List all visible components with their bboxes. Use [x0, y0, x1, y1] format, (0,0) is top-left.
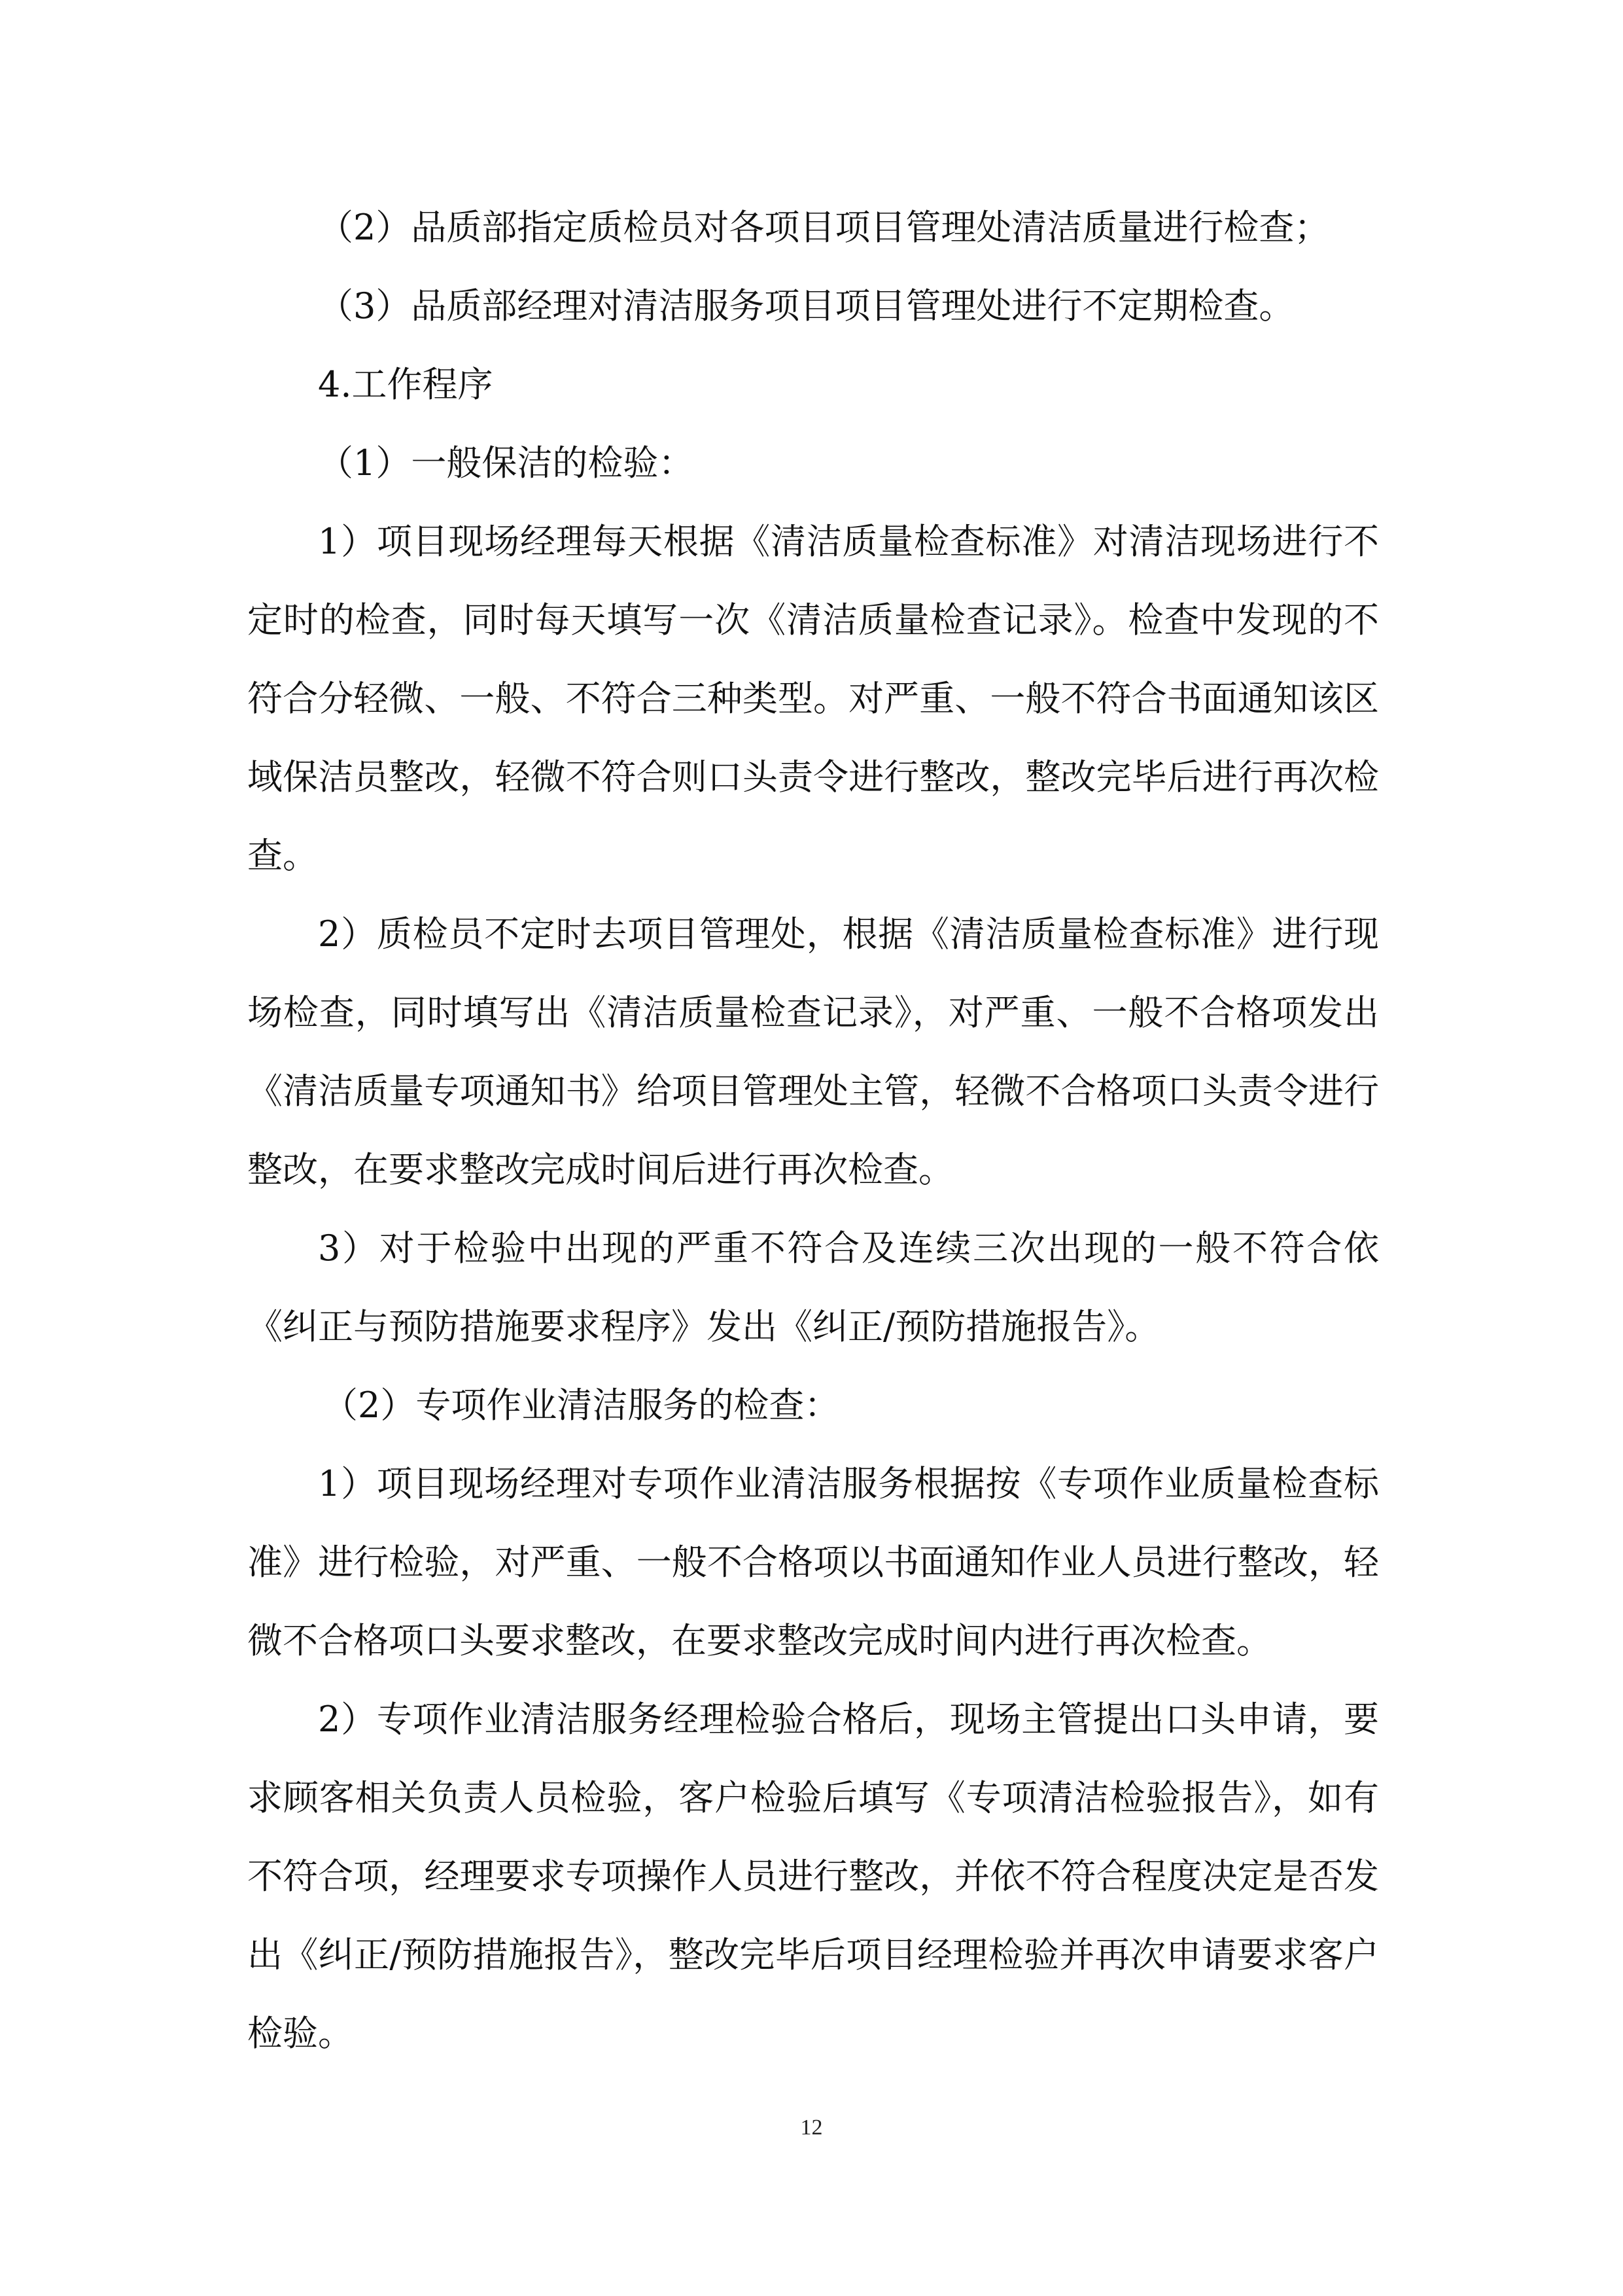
paragraph-2-quality-inspector: （2）品质部指定质检员对各项目项目管理处清洁质量进行检查；	[318, 207, 1330, 248]
paragraph-inspector-site-check: 2）质检员不定时去项目管理处，根据《清洁质量检查标准》进行现场检查，同时填写出《清洁质量检查记录》，对严重、一般不合格项发出《清洁质量专项通知书》给项目管理处主管，轻微不合格项口头责令进行整改，在要求整改完成时间后进行再次检查。	[247, 913, 1379, 1190]
subheading-general-cleaning-inspection: （1）一般保洁的检验：	[318, 442, 694, 484]
section-heading-work-procedure: 4.工作程序	[318, 364, 493, 405]
paragraph-customer-acceptance: 2）专项作业清洁服务经理检验合格后，现场主管提出口头申请，要求顾客相关负责人员检验，客户检验后填写《专项清洁检验报告》，如有不符合项，经理要求专项操作人员进行整改，并依不符合程度决定是否发出《纠正/预防措施报告》，整改完毕后项目经理检验并再次申请要求客户检验。	[247, 1699, 1379, 2054]
paragraph-site-manager-daily-check: 1）项目现场经理每天根据《清洁质量检查标准》对清洁现场进行不定时的检查，同时每天填写一次《清洁质量检查记录》。检查中发现的不符合分轻微、一般、不符合三种类型。对严重、一般不符合书面通知该区域保洁员整改，轻微不符合则口头责令进行整改，整改完毕后进行再次检查。	[247, 521, 1379, 876]
paragraph-serious-nonconformity: 3）对于检验中出现的严重不符合及连续三次出现的一般不符合依《纠正与预防措施要求程序》发出《纠正/预防措施报告》。	[247, 1227, 1379, 1347]
body-text	[247, 188, 1379, 2073]
paragraph-special-work-check: 1）项目现场经理对专项作业清洁服务根据按《专项作业质量检查标准》进行检验，对严重、一般不合格项以书面通知作业人员进行整改，轻微不合格项口头要求整改，在要求整改完成时间内进行再次检查。	[247, 1463, 1379, 1661]
page-number: 12	[800, 2115, 823, 2140]
subheading-special-cleaning-inspection: （2）专项作业清洁服务的检查：	[323, 1385, 840, 1426]
paragraph-3-quality-manager: （3）品质部经理对清洁服务项目项目管理处进行不定期检查。	[318, 285, 1295, 327]
